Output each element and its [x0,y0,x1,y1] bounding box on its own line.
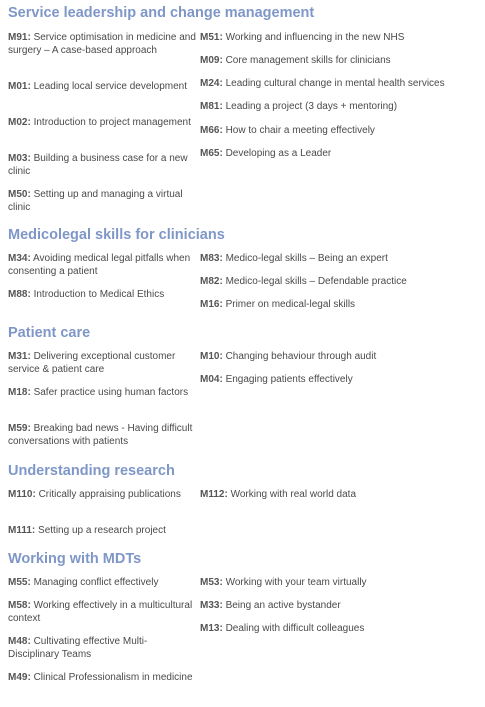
course-link[interactable] [8,488,196,501]
course-code: M48: [8,636,31,647]
course-code: M66: [200,125,223,136]
course-code: M111: [8,525,36,536]
course-title: Engaging patients effectively [225,374,353,385]
course-code: M18: [8,387,31,398]
course-code: M65: [200,148,223,159]
course-title: Medico-legal skills – Being an expert [225,253,388,264]
course-link[interactable] [8,599,196,625]
course-code: M81: [200,101,223,112]
course-link[interactable] [200,147,480,160]
section-title: Working with MDTs [8,551,142,567]
course-link[interactable] [200,275,480,288]
section-title: Medicolegal skills for clinicians [8,227,225,243]
course-link[interactable] [8,252,196,278]
course-code: M03: [8,153,31,164]
course-link[interactable] [200,124,480,137]
course-link[interactable] [8,31,196,57]
course-code: M55: [8,577,31,588]
course-title: Working with your team virtually [225,577,367,588]
course-link[interactable] [8,350,196,376]
course-code: M83: [200,253,223,264]
section-title: Understanding research [8,463,175,479]
course-link[interactable] [200,576,480,589]
course-title: Being an active bystander [225,600,341,611]
course-link[interactable] [200,350,480,363]
course-code: M82: [200,276,223,287]
course-link[interactable] [8,152,196,178]
course-title: Managing conflict effectively [33,577,159,588]
course-link[interactable] [200,252,480,265]
course-link[interactable] [8,188,196,214]
section-understanding-research [8,462,480,536]
course-code: M112: [200,489,228,500]
course-code: M24: [200,78,223,89]
course-title: Clinical Professionalism in medicine [33,672,193,683]
course-code: M110: [8,489,36,500]
course-link[interactable] [8,80,196,93]
course-code: M59: [8,423,31,434]
course-title: Delivering exceptional customer service & patient care [8,351,176,375]
course-title: Setting up a research project [38,525,166,536]
course-code: M34: [8,253,31,264]
course-code: M53: [200,577,223,588]
course-title: Working effectively in a multicultural context [8,600,193,624]
section-medicolegal [8,226,480,310]
course-title: Changing behaviour through audit [225,351,377,362]
course-title: Working with real world data [230,489,357,500]
course-link[interactable] [8,422,196,448]
course-title: Dealing with difficult colleagues [225,623,365,634]
course-title: Introduction to Medical Ethics [33,289,165,300]
course-title: Safer practice using human factors [33,387,189,398]
course-link[interactable] [8,524,196,537]
section-working-with-mdts [8,550,480,683]
course-link[interactable] [200,599,480,612]
course-code: M58: [8,600,31,611]
course-code: M31: [8,351,31,362]
course-title: Primer on medical-legal skills [225,299,356,310]
course-title: How to chair a meeting effectively [225,125,375,136]
course-code: M33: [200,600,223,611]
course-link[interactable] [200,298,480,311]
course-link[interactable] [8,288,196,301]
course-title: Avoiding medical legal pitfalls when consenting a patient [8,253,191,277]
course-link[interactable] [200,488,480,501]
course-title: Core management skills for clinicians [225,55,391,66]
course-link[interactable] [8,116,196,129]
course-link[interactable] [8,671,196,684]
course-code: M09: [200,55,223,66]
course-code: M13: [200,623,223,634]
course-link[interactable] [200,54,480,67]
course-code: M16: [200,299,223,310]
course-link[interactable] [200,373,480,386]
course-code: M88: [8,289,31,300]
section-service-leadership [8,4,480,213]
course-title: Leading a project (3 days + mentoring) [225,101,398,112]
course-link[interactable] [200,100,480,113]
course-link[interactable] [200,77,480,90]
course-link[interactable] [8,635,196,661]
course-title: Medico-legal skills – Defendable practice [225,276,407,287]
course-code: M10: [200,351,223,362]
course-code: M01: [8,81,31,92]
course-title: Developing as a Leader [225,148,332,159]
course-code: M04: [200,374,223,385]
course-code: M50: [8,189,31,200]
course-title: Cultivating effective Multi-Disciplinary Teams [8,636,148,660]
course-title: Setting up and managing a virtual clinic [8,189,183,213]
course-title: Critically appraising publications [38,489,181,500]
course-code: M02: [8,117,31,128]
course-title: Building a business case for a new clinic [8,153,188,177]
course-title: Leading cultural change in mental health services [225,78,445,89]
course-code: M91: [8,32,31,43]
course-title: Breaking bad news - Having difficult conversations with patients [8,423,193,447]
course-title: Working and influencing in the new NHS [225,32,405,43]
course-code: M51: [200,32,223,43]
section-patient-care [8,324,480,447]
course-title: Leading local service development [33,81,188,92]
course-title: Introduction to project management [33,117,191,128]
section-title: Patient care [8,325,91,341]
course-link[interactable] [8,576,196,589]
course-title: Service optimisation in medicine and surgery – A case-based approach [8,32,196,56]
course-link[interactable] [200,31,480,44]
course-code: M49: [8,672,31,683]
section-title: Service leadership and change management [8,5,315,21]
course-link[interactable] [200,622,480,635]
course-link[interactable] [8,386,196,399]
